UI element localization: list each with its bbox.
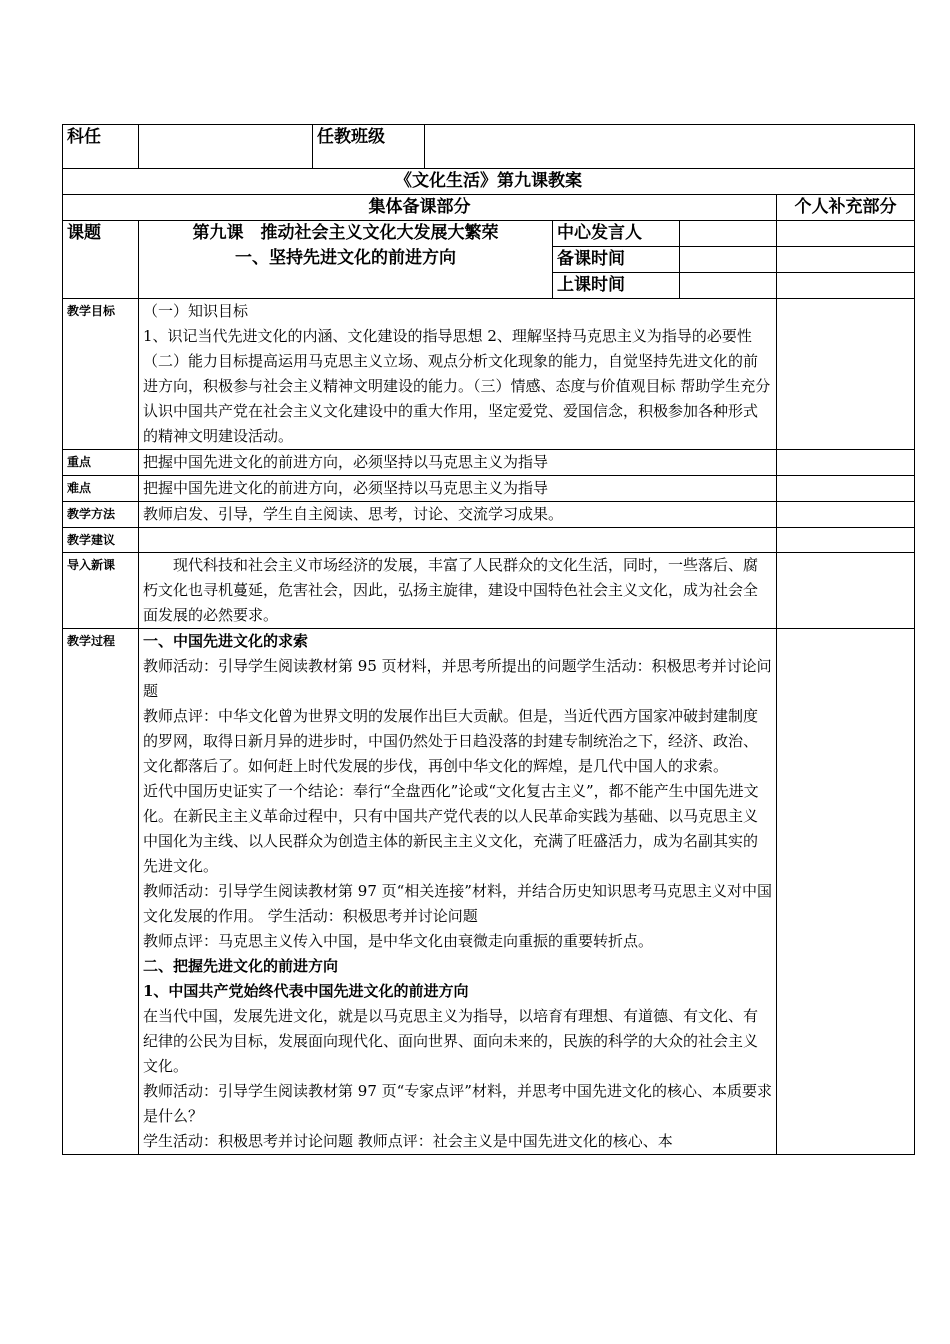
topic-title-line2: 一、坚持先进文化的前进方向 xyxy=(235,248,456,268)
document-title: 《文化生活》第九课教案 xyxy=(63,169,915,195)
speaker-value xyxy=(680,221,777,247)
intro-paragraph: 现代科技和社会主义市场经济的发展，丰富了人民群众的文化生活，同时，一些落后、腐朽文化也寻机蔓延，危害社会，因此，弘扬主旋律，建设中国特色社会主义文化，成为社会全面发展的必然要求。 xyxy=(143,556,759,624)
speaker-label: 中心发言人 xyxy=(553,221,680,247)
personal-supplement-header: 个人补充部分 xyxy=(777,195,915,221)
lesson-plan-table xyxy=(62,124,915,1155)
class-time-label: 上课时间 xyxy=(553,273,680,299)
key-point-content: 把握中国先进文化的前进方向，必须坚持以马克思主义为指导 xyxy=(139,450,777,476)
class-time-value xyxy=(680,273,777,299)
key-point-label: 重点 xyxy=(63,450,139,476)
subject-teacher-value xyxy=(139,125,313,169)
goals-label: 教学目标 xyxy=(63,299,139,450)
difficulty-label: 难点 xyxy=(63,476,139,502)
group-prep-header: 集体备课部分 xyxy=(63,195,777,221)
process-paragraph: 教师点评：中华文化曾为世界文明的发展作出巨大贡献。但是，当近代西方国家冲破封建制度的罗网，取得日新月异的进步时，中国仍然处于日趋没落的封建专制统治之下，经济、政治、文化都落后了。如何赶上时代发展的步伐，再创中华文化的辉煌，是几代中国人的求索。 xyxy=(143,707,759,775)
personal-cell xyxy=(777,450,915,476)
process-subheading: 1、中国共产党始终代表中国先进文化的前进方向 xyxy=(143,982,469,1000)
personal-cell xyxy=(777,629,915,1155)
method-label: 教学方法 xyxy=(63,502,139,528)
personal-cell xyxy=(777,273,915,299)
suggestion-content xyxy=(139,528,777,553)
process-paragraph: 教师活动：引导学生阅读教材第 97 页“相关连接”材料，并结合历史知识思考马克思主义对中国文化发展的作用。 学生活动：积极思考并讨论问题 xyxy=(143,882,772,925)
topic-title xyxy=(139,221,553,299)
process-content xyxy=(139,629,777,1155)
goals-paragraph: （一）知识目标 xyxy=(143,302,249,320)
personal-cell xyxy=(777,553,915,629)
process-label: 教学过程 xyxy=(63,629,139,1155)
process-paragraph: 近代中国历史证实了一个结论：奉行“全盘西化”论或“文化复古主义”，都不能产生中国先进文化。在新民主主义革命过程中，只有中国共产党代表的以人民革命实践为基础、以马克思主义中国化为主线、以人民群众为创造主体的新民主主义文化，充满了旺盛活力，成为名副其实的先进文化。 xyxy=(143,782,759,875)
process-paragraph: 学生活动：积极思考并讨论问题 教师点评：社会主义是中国先进文化的核心、本 xyxy=(143,1132,673,1150)
goals-content xyxy=(139,299,777,450)
goals-paragraph: （二）能力目标提高运用马克思主义立场、观点分析文化现象的能力，自觉坚持先进文化的前进方向，积极参与社会主义精神文明建设的能力。（三）情感、态度与价值观目标 帮助学生充分认识中国共产党在社会主义文化建设中的重大作用，坚定爱党、爱国信念，积极参加各种形式的精神文明建设活动。 xyxy=(143,352,771,445)
difficulty-content: 把握中国先进文化的前进方向，必须坚持以马克思主义为指导 xyxy=(139,476,777,502)
method-content: 教师启发、引导，学生自主阅读、思考，讨论、交流学习成果。 xyxy=(139,502,777,528)
personal-cell xyxy=(777,476,915,502)
process-paragraph: 在当代中国，发展先进文化，就是以马克思主义为指导，以培育有理想、有道德、有文化、有纪律的公民为目标，发展面向现代化、面向世界、面向未来的，民族的科学的大众的社会主义文化。 xyxy=(143,1007,759,1075)
suggestion-label: 教学建议 xyxy=(63,528,139,553)
personal-cell xyxy=(777,528,915,553)
class-label: 任教班级 xyxy=(313,125,425,169)
process-paragraph: 教师活动：引导学生阅读教材第 97 页“专家点评”材料，并思考中国先进文化的核心、本质要求是什么？ xyxy=(143,1082,772,1125)
topic-title-line1: 第九课 推动社会主义文化大发展大繁荣 xyxy=(192,223,499,243)
personal-cell xyxy=(777,247,915,273)
prep-time-value xyxy=(680,247,777,273)
intro-label: 导入新课 xyxy=(63,553,139,629)
topic-label: 课题 xyxy=(63,221,139,299)
personal-cell xyxy=(777,299,915,450)
process-heading: 一、中国先进文化的求索 xyxy=(143,632,309,650)
process-paragraph: 教师点评：马克思主义传入中国，是中华文化由衰微走向重振的重要转折点。 xyxy=(143,932,654,950)
class-value xyxy=(425,125,915,169)
goals-paragraph: 1、识记当代先进文化的内涵、文化建设的指导思想 2、理解坚持马克思主义为指导的必要性 xyxy=(143,327,752,345)
prep-time-label: 备课时间 xyxy=(553,247,680,273)
personal-cell xyxy=(777,221,915,247)
subject-teacher-label: 科任 xyxy=(63,125,139,169)
intro-content xyxy=(139,553,777,629)
process-heading: 二、把握先进文化的前进方向 xyxy=(143,957,339,975)
personal-cell xyxy=(777,502,915,528)
process-paragraph: 教师活动：引导学生阅读教材第 95 页材料，并思考所提出的问题学生活动：积极思考并讨论问题 xyxy=(143,657,772,700)
